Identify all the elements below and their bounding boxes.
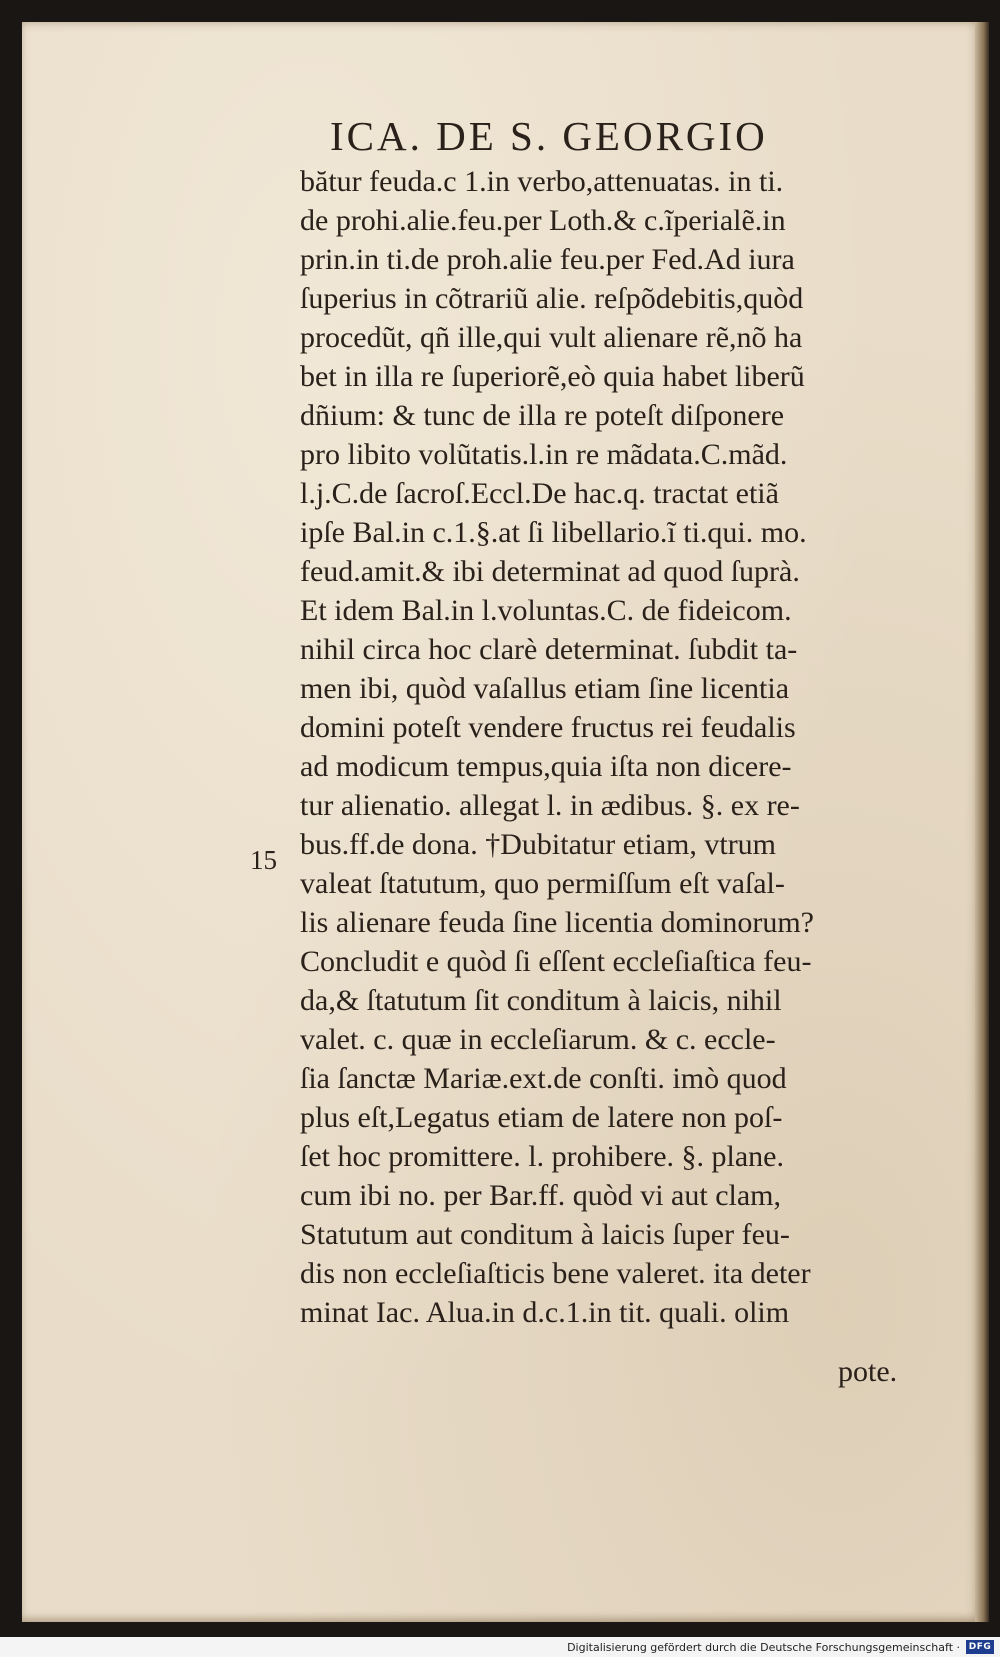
text-line: Et idem Bal.in l.voluntas.C. de fideicom.	[300, 594, 792, 627]
text-line: ad modicum tempus,quia iſta non dicere-	[300, 750, 792, 783]
text-line: de prohi.alie.feu.per Loth.& c.ĩperialẽ.in	[300, 204, 786, 237]
footer-bar	[0, 1637, 1000, 1657]
text-line: pro libito volũtatis.l.in re mãdata.C.mãd.	[300, 438, 788, 471]
running-head: ICA. DE S. GEORGIO	[330, 113, 768, 159]
page-edge	[975, 22, 989, 1622]
text-block	[300, 162, 930, 1332]
text-line: nihil circa hoc clarè determinat. ſubdit ta-	[300, 633, 798, 666]
text-line: l.j.C.de ſacroſ.Eccl.De hac.q. tractat etiã	[300, 477, 779, 510]
text-line: bus.ff.de dona. †Dubitatur etiam, vtrum	[300, 828, 777, 861]
text-line: valeat ſtatutum, quo permiſſum eſt vaſal-	[300, 867, 785, 900]
text-line: procedũt, qñ ille,qui vult alienare rẽ,nõ ha	[300, 321, 803, 354]
text-line: men ibi, quòd vaſallus etiam ſine licentia	[300, 672, 790, 705]
text-line: dñium: & tunc de illa re poteſt diſponere	[300, 399, 785, 432]
text-line: ſuperius in cõtrariũ alie. reſpõdebitis,quòd	[300, 282, 804, 315]
text-line: valet. c. quæ in eccleſiarum. & c. eccle-	[300, 1023, 776, 1056]
text-line: dis non eccleſiaſticis bene valeret. ita deter	[300, 1257, 811, 1290]
text-line: Statutum aut conditum à laicis ſuper feu-	[300, 1218, 790, 1251]
text-line: domini poteſt vendere fructus rei feudalis	[300, 711, 796, 744]
text-line: Concludit e quòd ſi eſſent eccleſiaſtica feu-	[300, 945, 812, 978]
text-line: prin.in ti.de proh.alie feu.per Fed.Ad iura	[300, 243, 795, 276]
text-line: da,& ſtatutum ſit conditum à laicis, nihil	[300, 984, 782, 1017]
text-line: plus eſt,Legatus etiam de latere non poſ-	[300, 1101, 783, 1134]
dfg-logo-icon: DFG	[966, 1640, 994, 1654]
text-line: ipſe Bal.in c.1.§.at ſi libellario.ĩ ti.qui. mo.	[300, 516, 807, 549]
text-line: ſia ſanctæ Mariæ.ext.de conſti. imò quod	[300, 1062, 787, 1095]
funding-credit: Digitalisierung gefördert durch die Deutsche Forschungsgemeinschaft ·	[567, 1641, 960, 1654]
text-line: ſet hoc promittere. l. prohibere. §. plane.	[300, 1140, 784, 1173]
text-line: bătur feuda.c 1.in verbo,attenuatas. in ti.	[300, 165, 784, 198]
text-line: cum ibi no. per Bar.ff. quòd vi aut clam,	[300, 1179, 782, 1212]
catchword: pote.	[838, 1355, 898, 1388]
text-line: bet in illa re ſuperiorẽ,eò quia habet liberũ	[300, 360, 805, 393]
text-line: feud.amit.& ibi determinat ad quod ſuprà.	[300, 555, 800, 588]
margin-number: 15	[250, 845, 277, 875]
text-line: lis alienare feuda ſine licentia dominorum?	[300, 906, 814, 939]
text-line: minat Iac. Alua.in d.c.1.in tit. quali. olim	[300, 1296, 790, 1329]
text-line: tur alienatio. allegat l. in ædibus. §. ex re-	[300, 789, 800, 822]
